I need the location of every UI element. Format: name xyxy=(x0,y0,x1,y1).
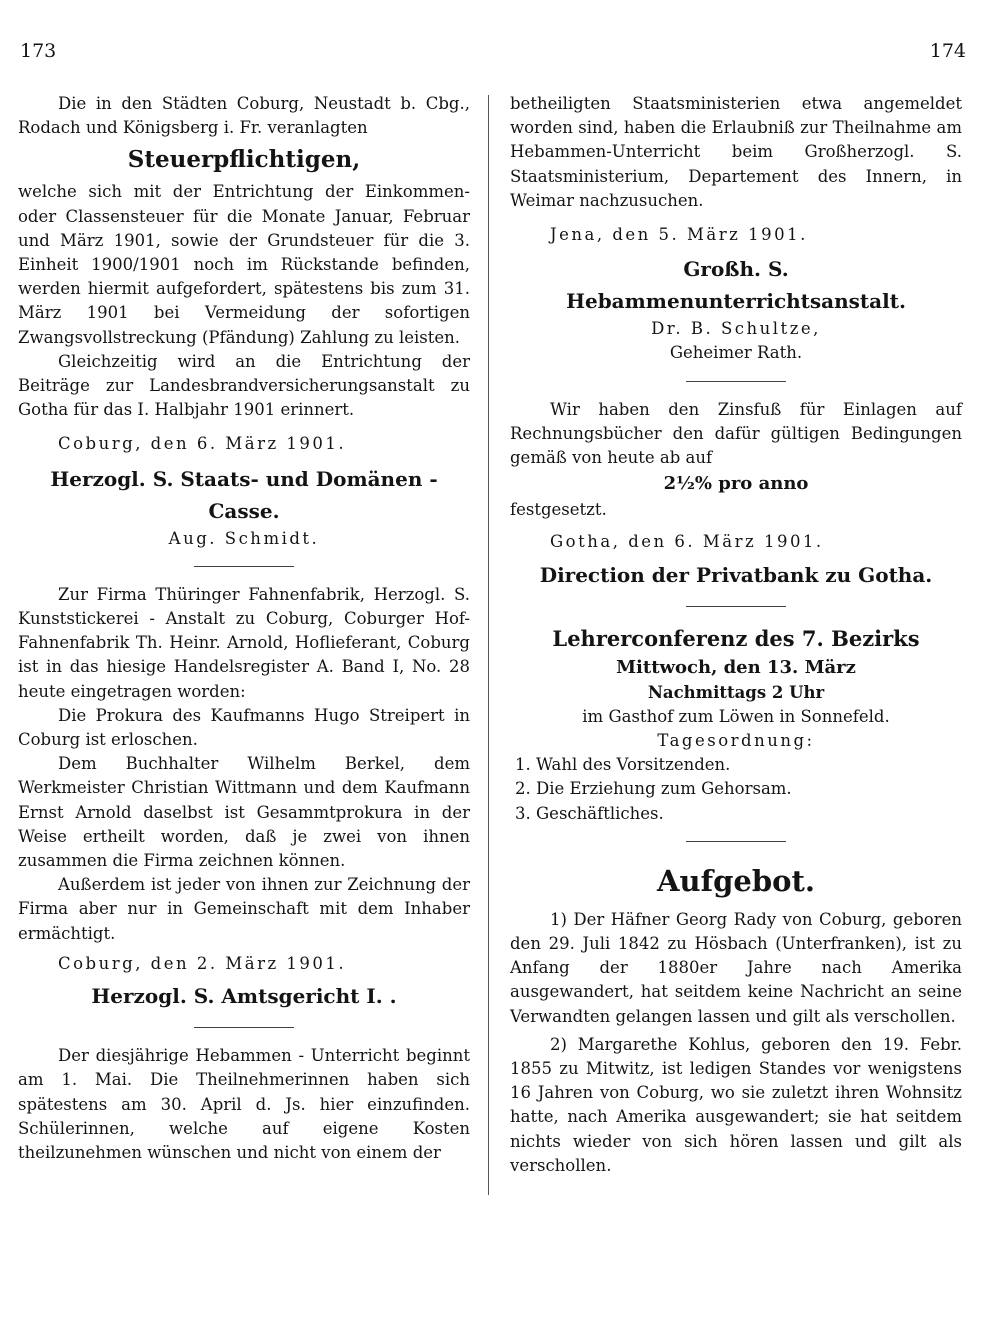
separator-rule xyxy=(686,841,786,842)
separator-rule xyxy=(686,606,786,607)
firm-notice-place-date: Coburg, den 2. März 1901. xyxy=(58,953,347,973)
banns-item-1: 1) Der Häfner Georg Rady von Coburg, geboren den 29. Juli 1842 zu Hösbach (Unterfranken), ist zu Anfang der 1880er Jahre nach Amerika ausgewandert, hat seitdem keine Nachricht an seine Verwandten gelangen lassen und gilt als verschollen. xyxy=(510,909,962,1026)
right-column xyxy=(510,92,962,1178)
bank-notice-p2: festgesetzt. xyxy=(510,500,607,520)
page-number-right: 174 xyxy=(929,40,966,62)
bank-notice-place-date: Gotha, den 6. März 1901. xyxy=(550,532,824,552)
conference-place-line: im Gasthof zum Löwen in Sonnefeld. xyxy=(582,706,890,726)
firm-notice-p3: Dem Buchhalter Wilhelm Berkel, dem Werkmeister Christian Wittmann und dem Kaufmann Ernst Arnold daselbst ist Gesammtprokura in der Weise ertheilt worden, daß je zwei von ihnen zusammen die Firma zeichnen können. xyxy=(18,754,470,871)
firm-notice-p2: Die Prokura des Kaufmanns Hugo Streipert in Coburg ist erloschen. xyxy=(18,705,470,750)
midwife-notice-signer: Dr. B. Schultze, xyxy=(651,319,821,339)
midwife-notice-authority: Großh. S. Hebammenunterrichtsanstalt. xyxy=(566,257,906,314)
conference-agenda-list xyxy=(510,753,962,826)
bank-notice-p1: Wir haben den Zinsfuß für Einlagen auf Rechnungsbücher den dafür gültigen Bedingungen gemäß von heute ab auf xyxy=(510,399,962,468)
conference-agenda-title: Tagesordnung: xyxy=(657,731,815,751)
separator-rule xyxy=(194,566,294,567)
separator-rule xyxy=(686,381,786,382)
conference-heading: Lehrerconferenz des 7. Bezirks xyxy=(552,625,920,651)
firm-notice-p4: Außerdem ist jeder von ihnen zur Zeichnung der Firma aber nur in Gemeinschaft mit dem Inhaber ermächtigt. xyxy=(18,875,470,943)
agenda-item: 3. Geschäftliches. xyxy=(536,802,962,826)
tax-notice-intro: Die in den Städten Coburg, Neustadt b. Cbg., Rodach und Königsberg i. Fr. veranlagten xyxy=(18,94,470,138)
left-column xyxy=(18,92,470,1165)
tax-notice-body: welche sich mit der Entrichtung der Einkommen- oder Classensteuer für die Monate Januar, Februar und März 1901, sowie der Grundsteuer für die 3. Einheit 1900/1901 noch im Rückstande befinden, werden hiermit aufgefordert, spätestens bis zum 31. März 1901 bei Vermeidung der sofortigen Zwangsvollstreckung (Pfändung) Zahlung zu leisten. xyxy=(18,182,470,347)
column-divider xyxy=(488,95,489,1195)
page-number-left: 173 xyxy=(20,40,57,62)
bank-notice-rate: 2½% pro anno xyxy=(663,473,809,495)
conference-time-line: Nachmittags 2 Uhr xyxy=(647,682,825,702)
separator-rule xyxy=(194,1027,294,1028)
firm-notice-p1: Zur Firma Thüringer Fahnenfabrik, Herzogl. S. Kunststickerei - Anstalt zu Coburg, Coburger Hof-Fahnenfabrik Th. Heinr. Arnold, Hoflieferant, Coburg ist in das hiesige Handelsregister A. Band I, No. 28 heute eingetragen worden: xyxy=(18,584,470,701)
firm-notice-authority: Herzogl. S. Amtsgericht I. . xyxy=(91,984,397,1009)
bank-notice-authority: Direction der Privatbank zu Gotha. xyxy=(539,562,933,587)
tax-notice-body2: Gleichzeitig wird an die Entrichtung der Beiträge zur Landesbrandversicherungsanstalt zu Gotha für das I. Halbjahr 1901 erinnert. xyxy=(18,351,470,420)
midwife-notice-place-date: Jena, den 5. März 1901. xyxy=(550,225,808,245)
agenda-item: 2. Die Erziehung zum Gehorsam. xyxy=(536,777,962,801)
midwife-notice-continued: betheiligten Staatsministerien etwa angemeldet worden sind, haben die Erlaubniß zur Theilnahme am Hebammen-Unterricht beim Großherzogl. S. Staatsministerium, Departement des Innern, in Weimar nachzusuchen. xyxy=(510,94,962,210)
tax-notice-authority: Herzogl. S. Staats- und Domänen - Casse. xyxy=(50,466,438,523)
midwife-notice-p1: Der diesjährige Hebammen - Unterricht beginnt am 1. Mai. Die Theilnehmerinnen haben sich spätestens am 30. April d. Js. hier einzufinden. Schülerinnen, welche auf eigene Kosten theilzunehmen wünschen und nicht von einem der xyxy=(18,1046,470,1162)
banns-heading: Aufgebot. xyxy=(657,863,815,898)
tax-notice-heading: Steuerpflichtigen, xyxy=(127,146,361,174)
banns-item-2: 2) Margarethe Kohlus, geboren den 19. Febr. 1855 zu Mitwitz, ist ledigen Standes vor wenigstens 16 Jahren von Coburg, wo sie zuletzt ihren Wohnsitz hatte, nach Amerika ausgewandert; sie hat seitdem nichts wieder von sich hören lassen und gilt als verschollen. xyxy=(510,1034,962,1175)
agenda-item: 1. Wahl des Vorsitzenden. xyxy=(536,753,962,777)
midwife-notice-signer-title: Geheimer Rath. xyxy=(669,343,803,363)
tax-notice-place-date: Coburg, den 6. März 1901. xyxy=(58,434,347,454)
tax-notice-signer: Aug. Schmidt. xyxy=(168,528,320,548)
conference-date-line: Mittwoch, den 13. März xyxy=(616,656,856,678)
